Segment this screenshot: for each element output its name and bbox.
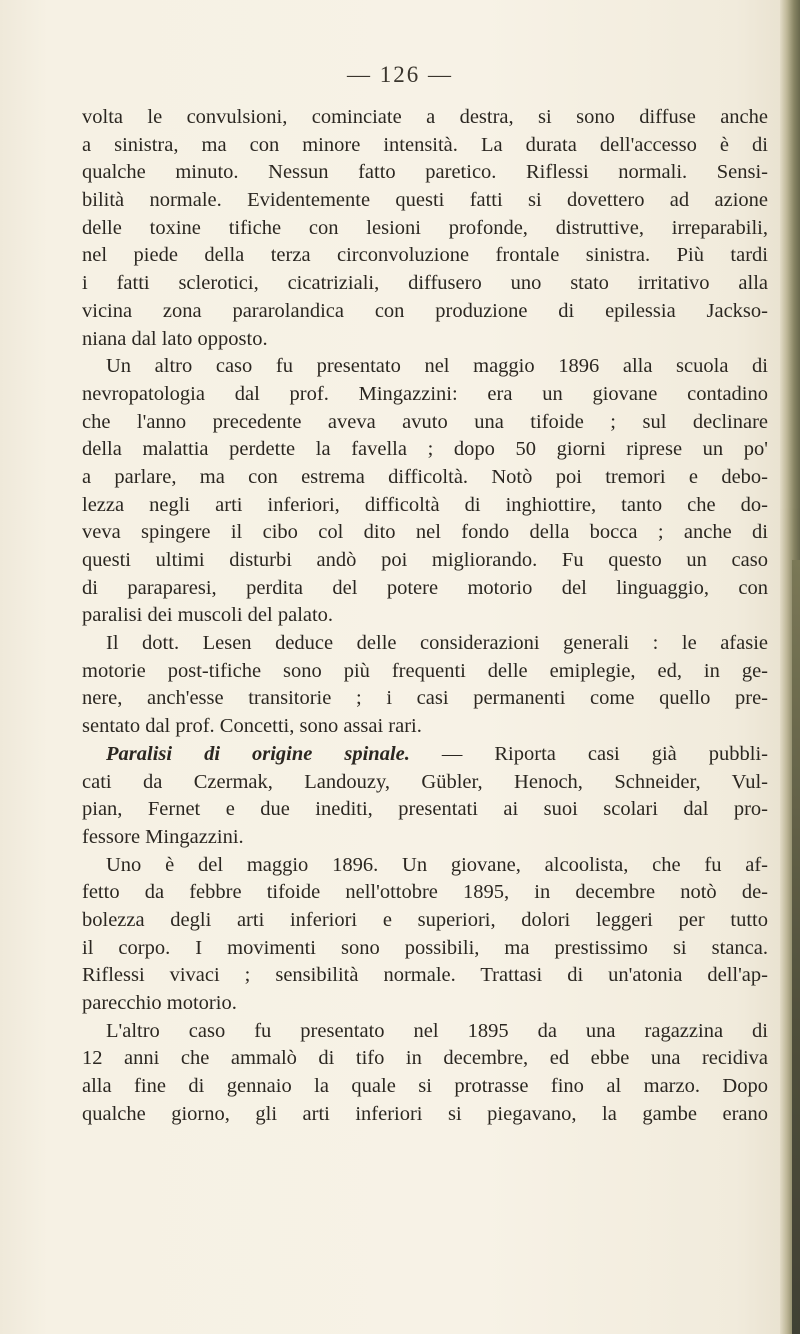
text-line: delle toxine tifiche con lesioni profonde, distruttive, irreparabili, — [82, 216, 768, 239]
text-line: niana dal lato opposto. — [82, 327, 268, 350]
text-line: veva spingere il cibo col dito nel fondo della bocca ; anche di — [82, 521, 768, 544]
text-line: sentato dal prof. Concetti, sono assai rari. — [82, 715, 422, 738]
text-line: motorie post-tifiche sono più frequenti delle emiplegie, ed, in ge- — [82, 659, 768, 682]
text-line: parecchio motorio. — [82, 992, 237, 1014]
page-number: — 126 — — [347, 62, 453, 87]
text-line: pian, Fernet e due inediti, presentati ai suoi scolari dal pro- — [82, 798, 768, 821]
text-line: questi ultimi disturbi andò poi migliorando. Fu questo un caso — [82, 549, 768, 571]
text-line: fessore Mingazzini. — [82, 825, 244, 848]
text-line: 12 anni che ammalò di tifo in decembre, ed ebbe una recidiva — [82, 1047, 768, 1070]
text-line: vicina zona pararolandica con produzione di epilessia Jackso- — [82, 299, 768, 322]
paragraph — [82, 741, 768, 852]
text-line: nevropatologia dal prof. Mingazzini: era un giovane contadino — [82, 382, 768, 405]
page-body-text — [82, 104, 768, 1128]
text-line-rest: — Riporta casi già pubbli- — [409, 742, 768, 765]
text-line: qualche giorno, gli arti inferiori si piegavano, la gambe erano — [82, 1102, 768, 1125]
text-line: a parlare, ma con estrema difficoltà. Notò poi tremori e debo- — [82, 465, 768, 488]
text-line: di paraparesi, perdita del potere motorio del linguaggio, con — [82, 576, 768, 599]
text-line — [82, 741, 768, 769]
text-line: nere, anch'esse transitorie ; i casi permanenti come quello pre- — [82, 687, 768, 710]
paragraph — [82, 104, 768, 353]
paragraph — [82, 852, 768, 1018]
text-line: bilità normale. Evidentemente questi fatti si dovettero ad azione — [82, 189, 768, 212]
text-line: paralisi dei muscoli del palato. — [82, 604, 334, 627]
paragraph — [82, 630, 768, 741]
text-line: cati da Czermak, Landouzy, Gübler, Henoch, Schneider, Vul- — [82, 770, 768, 793]
paragraph — [82, 1018, 768, 1129]
text-line: della malattia perdette la favella ; dopo 50 giorni riprese un po' — [82, 438, 768, 461]
page-edge-shadow — [780, 0, 800, 1334]
text-line: Riflessi vivaci ; sensibilità normale. Trattasi di un'atonia dell'ap- — [82, 964, 768, 987]
text-line: qualche minuto. Nessun fatto paretico. Riflessi normali. Sensi- — [82, 161, 768, 184]
text-line: bolezza degli arti inferiori e superiori, dolori leggeri per tutto — [82, 908, 768, 931]
paragraph — [82, 353, 768, 630]
text-line: che l'anno precedente aveva avuto una tifoide ; sul declinare — [82, 410, 768, 433]
text-line: a sinistra, ma con minore intensità. La durata dell'accesso è di — [82, 133, 768, 156]
text-line: fetto da febbre tifoide nell'ottobre 1895, in decembre notò de- — [82, 881, 768, 904]
text-line: lezza negli arti inferiori, difficoltà di inghiottire, tanto che do- — [82, 493, 768, 516]
section-heading: Paralisi di origine spinale. — [106, 742, 410, 765]
text-line: Uno è del maggio 1896. Un giovane, alcoolista, che fu af- — [106, 853, 768, 876]
text-line: nel piede della terza circonvoluzione frontale sinistra. Più tardi — [82, 244, 768, 267]
text-line: Un altro caso fu presentato nel maggio 1896 alla scuola di — [106, 355, 768, 378]
text-line: Il dott. Lesen deduce delle considerazioni generali : le afasie — [106, 632, 768, 655]
text-line: il corpo. I movimenti sono possibili, ma prestissimo si stanca. — [82, 936, 768, 959]
text-line: alla fine di gennaio la quale si protrasse fino al marzo. Dopo — [82, 1075, 768, 1098]
text-line: i fatti sclerotici, cicatriziali, diffusero uno stato irritativo alla — [82, 272, 768, 295]
text-line: L'altro caso fu presentato nel 1895 da una ragazzina di — [106, 1019, 768, 1042]
text-line: volta le convulsioni, cominciate a destra, si sono diffuse anche — [82, 106, 768, 128]
